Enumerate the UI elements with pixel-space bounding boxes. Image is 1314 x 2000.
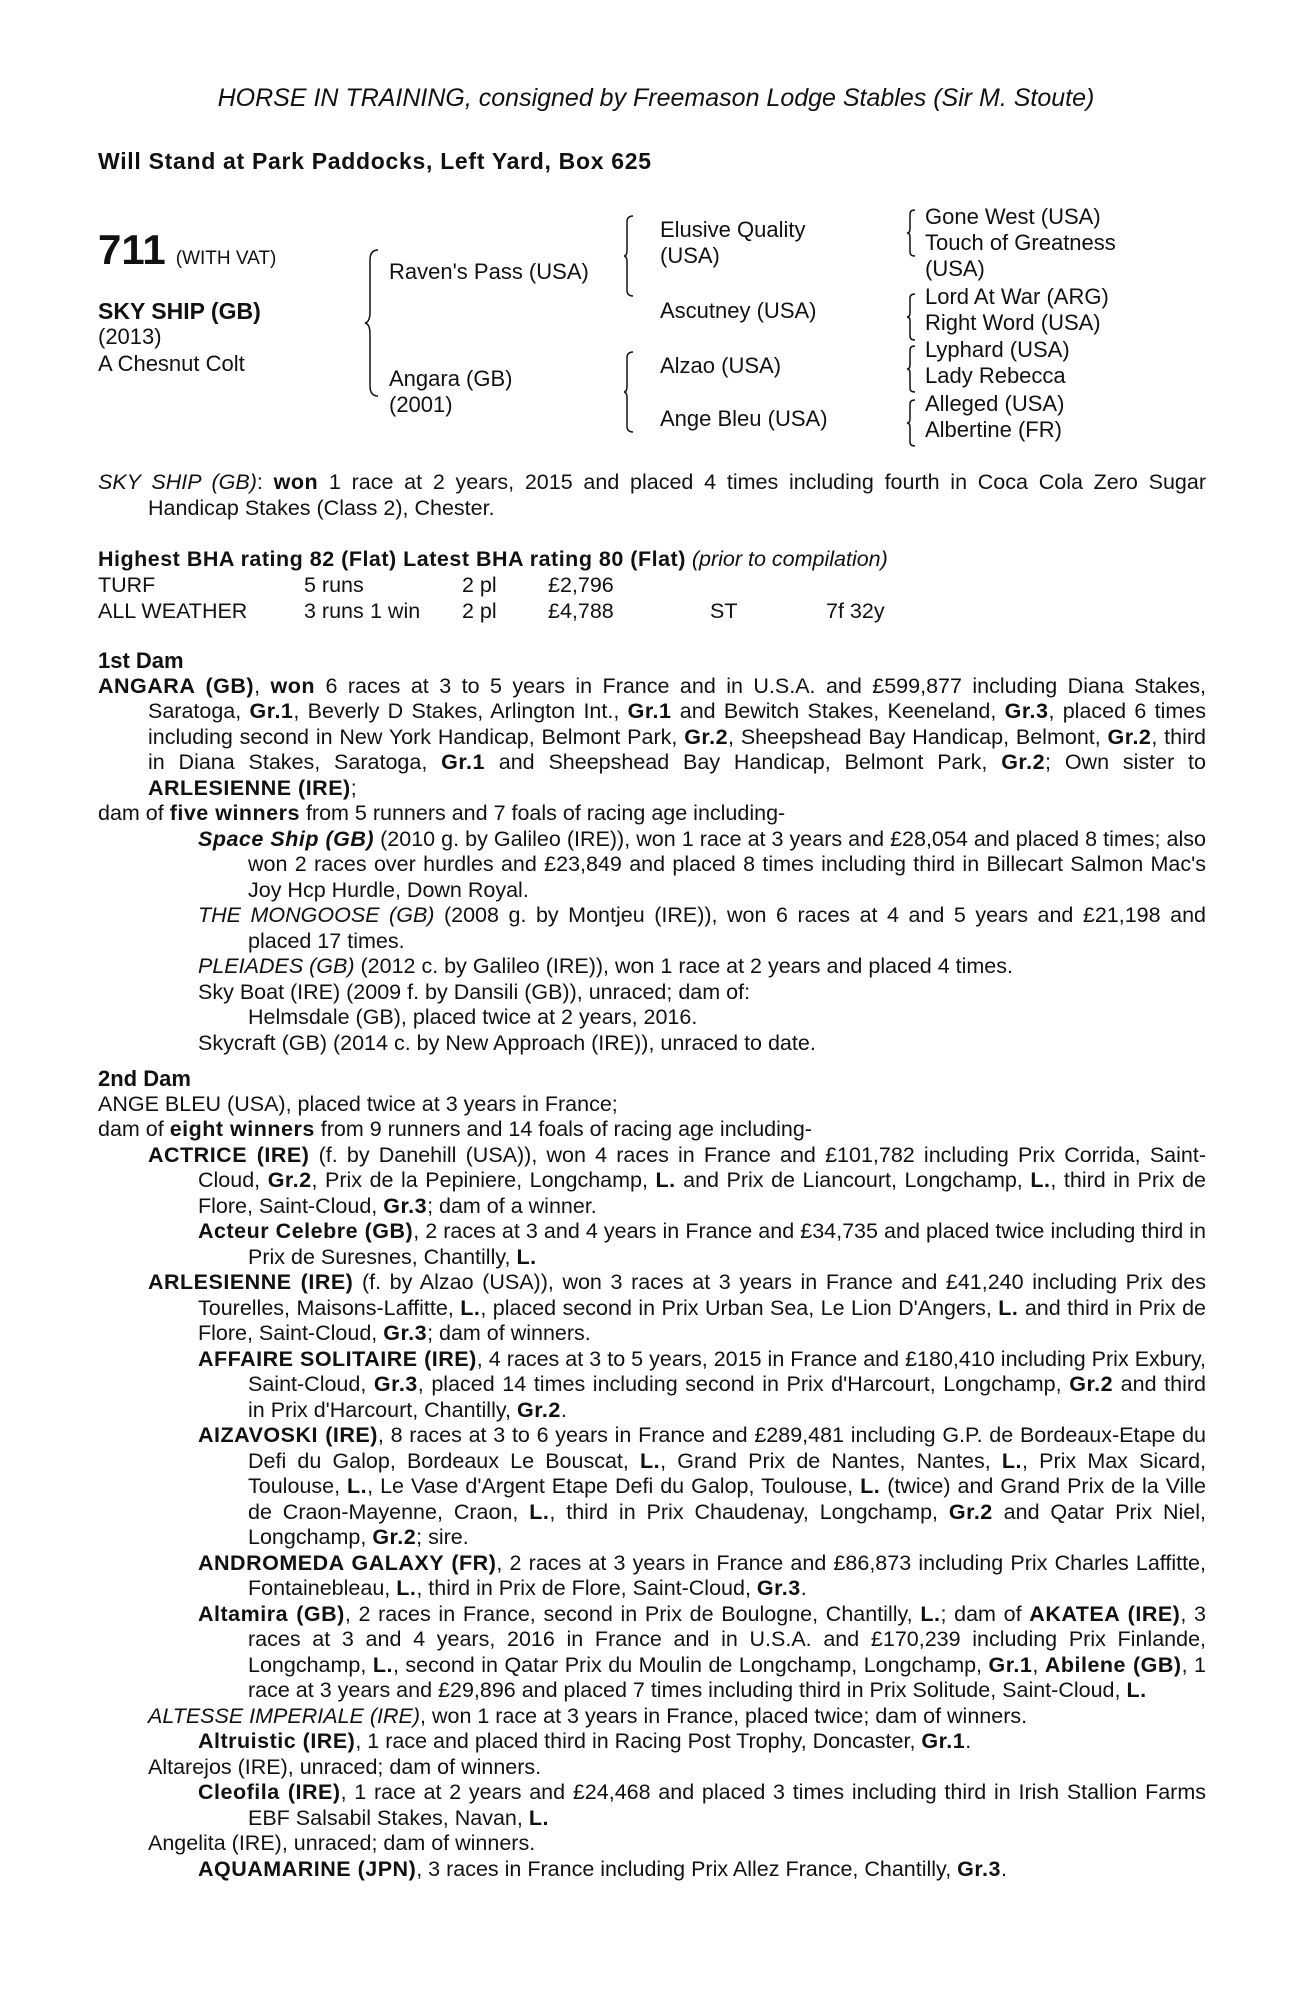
progeny-item: Altarejos (IRE), unraced; dam of winners. (148, 1754, 542, 1779)
pedigree-sire: Raven's Pass (USA) (389, 259, 589, 284)
progeny-item: AQUAMARINE (JPN), 3 races in France including Prix Allez France, Chantilly, Gr.3. (198, 1856, 1007, 1881)
progeny-subitem: Helmsdale (GB), placed twice at 2 years, 2016. (248, 1005, 698, 1029)
progeny-item: AFFAIRE SOLITAIRE (IRE), 4 races at 3 to 5 years, 2015 in France and £180,410 including Prix Exbury, Saint-Cloud, Gr.3, placed 14 times including second in Prix d'Harcourt, Longchamp, Gr.2 and third in Prix d'Harcourt, Chantilly, Gr.2. (198, 1346, 1207, 1422)
pedigree-brace-3d (906, 398, 918, 448)
ratings-note: (prior to compilation) (691, 547, 888, 571)
pedigree-brace-3c (906, 344, 918, 394)
progeny-item: Altruistic (IRE), 1 race and placed third in Racing Post Trophy, Doncaster, Gr.1. (198, 1729, 972, 1753)
race-summary: SKY SHIP (GB): won 1 race at 2 years, 2015 and placed 4 times including fourth in Coca Cola Zero Sugar Handicap Stakes (Class 2), Chester. (98, 470, 1207, 520)
first-dam-produce: dam of five winners from 5 runners and 7 foals of racing age including- (98, 801, 786, 825)
progeny-item: Acteur Celebre (GB), 2 races at 3 and 4 years in France and £34,735 and placed twice including third in Prix de Suresnes, Chantilly, L. (198, 1219, 1206, 1269)
summary-horse-name: SKY SHIP (GB) (98, 470, 257, 494)
progeny-item: Angelita (IRE), unraced; dam of winners. (148, 1831, 536, 1855)
progeny-item: Sky Boat (IRE) (2009 f. by Dansili (GB)), unraced; dam of: (198, 979, 751, 1004)
pedigree-dss: Lyphard (USA) (925, 337, 1070, 362)
pedigree-dam-year: (2001) (389, 392, 453, 417)
progeny-item: Cleofila (IRE), 1 race at 2 years and £24,468 and placed 3 times including third in Irish Stallion Farms EBF Salsabil Stakes, Navan, L. (198, 1780, 1206, 1830)
rating-row-all-weather: ALL WEATHER 3 runs 1 win 2 pl £4,788 ST 7f 32y (98, 598, 885, 623)
rating-row-turf: TURF 5 runs 2 pl £2,796 (98, 572, 614, 597)
first-dam-section (98, 648, 1206, 1056)
progeny-item: ANDROMEDA GALAXY (FR), 2 races at 3 years in France and £86,873 including Prix Charles Laffitte, Fontainebleau, L., third in Prix de Flore, Saint-Cloud, Gr.3. (198, 1550, 1206, 1600)
pedigree-sss: Gone West (USA) (925, 204, 1101, 229)
progeny-item: Skycraft (GB) (2014 c. by New Approach (IRE)), unraced to date. (198, 1030, 816, 1055)
ratings-block (98, 547, 1206, 625)
pedigree-sire-sire: Elusive Quality (660, 217, 806, 242)
progeny-item: ALTESSE IMPERIALE (IRE), won 1 race at 3 years in France, placed twice; dam of winners. (148, 1703, 1028, 1728)
pedigree-sire-dam: Ascutney (USA) (660, 298, 817, 323)
pedigree-brace-2b (623, 350, 637, 434)
pedigree-dam-dam: Ange Bleu (USA) (660, 406, 828, 431)
page-title: HORSE IN TRAINING, consigned by Freemason Lodge Stables (Sir M. Stoute) (217, 84, 1095, 112)
first-dam-heading: 1st Dam (98, 648, 184, 673)
progeny-item: PLEIADES (GB) (2012 c. by Galileo (IRE)), won 1 race at 2 years and placed 4 times. (198, 954, 1013, 978)
lot-vat: (WITH VAT) (175, 248, 277, 269)
pedigree-sire-sire-country: (USA) (660, 243, 720, 268)
progeny-item: ACTRICE (IRE) (f. by Danehill (USA)), won 4 races in France and £101,782 including Prix Corrida, Saint-Cloud, Gr.2, Prix de la Pepiniere, Longchamp, L. and Prix de Liancourt, Longchamp, L., third in Prix de Flore, Saint-Cloud, Gr.3; dam of a winner. (148, 1142, 1207, 1218)
second-dam-section (98, 1066, 1206, 1882)
pedigree-sds: Lord At War (ARG) (925, 284, 1109, 309)
pedigree-brace-3a (906, 208, 918, 258)
progeny-item: Space Ship (GB) (2010 g. by Galileo (IRE)), won 1 race at 3 years and £28,054 and placed 8 times; also won 2 races over hurdles and £23,849 and placed 8 times including third in Billecart Salmon Mac's Joy Hcp Hurdle, Down Royal. (198, 826, 1206, 902)
horse-name: SKY SHIP (GB) (98, 298, 261, 324)
pedigree-dam: Angara (GB) (389, 366, 513, 391)
pedigree-brace-2a (623, 214, 637, 298)
progeny-item: AIZAVOSKI (IRE), 8 races at 3 to 6 years in France and £289,481 including G.P. de Bordeaux-Etape du Defi du Galop, Bordeaux Le Bouscat, L., Grand Prix de Nantes, Nantes, L., Prix Max Sicard, Toulouse, L., Le Vase d'Argent Etape Defi du Galop, Toulouse, L. (twice) and Grand Prix de la Ville de Craon-Mayenne, Craon, L., third in Prix Chaudenay, Longchamp, Gr.2 and Qatar Prix Niel, Longchamp, Gr.2; sire. (198, 1423, 1207, 1549)
pedigree-dsd: Lady Rebecca (925, 363, 1066, 388)
progeny-item: THE MONGOOSE (GB) (2008 g. by Montjeu (IRE)), won 6 races at 4 and 5 years and £21,198 and placed 17 times. (198, 903, 1206, 953)
horse-description: A Chesnut Colt (98, 351, 245, 376)
progeny-item: Altamira (GB), 2 races in France, second in Prix de Boulogne, Chantilly, L.; dam of AKATEA (IRE), 3 races at 3 and 4 years, 2016 in France and in U.S.A. and £170,239 including Prix Finlande, Longchamp, L., second in Qatar Prix du Moulin de Longchamp, Longchamp, Gr.1, Abilene (GB), 1 race at 3 years and £29,896 and placed 7 times including third in Prix Solitude, Saint-Cloud, L. (198, 1601, 1206, 1702)
ratings-heading: Highest BHA rating 82 (Flat) Latest BHA rating 80 (Flat) (98, 547, 686, 571)
pedigree-brace-1 (364, 248, 384, 398)
pedigree-dam-sire: Alzao (USA) (660, 353, 782, 378)
horse-year: (2013) (98, 324, 162, 349)
second-dam-record: ANGE BLEU (USA), placed twice at 3 years in France; (98, 1091, 618, 1116)
pedigree-sdd: Right Word (USA) (925, 310, 1101, 335)
progeny-item: ARLESIENNE (IRE) (f. by Alzao (USA)), won 3 races at 3 years in France and £41,240 including Prix des Tourelles, Maisons-Laffitte, L., placed second in Prix Urban Sea, Le Lion D'Angers, L. and third in Prix de Flore, Saint-Cloud, Gr.3; dam of winners. (148, 1270, 1206, 1345)
stand-location: Will Stand at Park Paddocks, Left Yard, Box 625 (98, 148, 652, 174)
pedigree-dds: Alleged (USA) (925, 391, 1065, 416)
pedigree-brace-3b (906, 292, 918, 342)
second-dam-heading: 2nd Dam (98, 1066, 191, 1091)
lot-block (98, 226, 276, 274)
second-dam-produce: dam of eight winners from 9 runners and 14 foals of racing age including- (98, 1117, 812, 1141)
pedigree-ssd: Touch of Greatness (925, 230, 1116, 255)
pedigree-ddd: Albertine (FR) (925, 417, 1062, 442)
lot-number: 711 (98, 226, 166, 273)
pedigree-ssd-country: (USA) (925, 256, 985, 281)
first-dam-record: ANGARA (GB), won 6 races at 3 to 5 years in France and in U.S.A. and £599,877 including Diana Stakes, Saratoga, Gr.1, Beverly D Stakes, Arlington Int., Gr.1 and Bewitch Stakes, Keeneland, Gr.3, placed 6 times including second in New York Handicap, Belmont Park, Gr.2, Sheepshead Bay Handicap, Belmont, Gr.2, third in Diana Stakes, Saratoga, Gr.1 and Sheepshead Bay Handicap, Belmont Park, Gr.2; Own sister to ARLESIENNE (IRE); (98, 673, 1207, 800)
